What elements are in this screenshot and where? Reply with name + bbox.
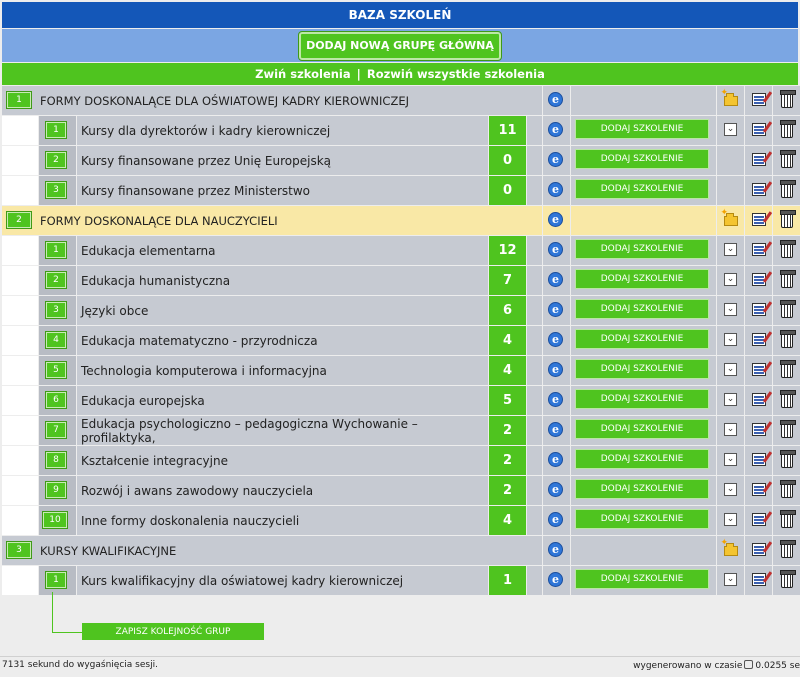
trash-button[interactable] xyxy=(778,481,795,498)
edit-button[interactable] xyxy=(750,571,767,588)
edit-icon xyxy=(752,543,766,556)
edit-icon xyxy=(752,483,766,496)
subgroup-name: Edukacja matematyczno - przyrodnicza xyxy=(81,333,318,348)
row-indent xyxy=(2,266,38,295)
row-cell xyxy=(77,566,488,595)
subgroup-number-badge[interactable]: 2 xyxy=(46,152,66,168)
add-training-button[interactable]: DODAJ SZKOLENIE xyxy=(575,239,709,259)
ie-icon: e xyxy=(548,332,563,347)
row-cell xyxy=(77,266,488,295)
row-cell xyxy=(77,116,488,145)
edit-icon xyxy=(752,93,766,106)
edit-button[interactable] xyxy=(750,181,767,198)
row-cell xyxy=(527,116,542,145)
edit-button[interactable] xyxy=(750,151,767,168)
row-indent xyxy=(2,476,38,505)
training-count: 0 xyxy=(489,146,526,175)
chev-button[interactable] xyxy=(722,121,739,138)
trash-button[interactable] xyxy=(778,271,795,288)
training-count: 7 xyxy=(489,266,526,295)
ie-icon: e xyxy=(548,122,563,137)
edit-button[interactable] xyxy=(750,211,767,228)
edit-button[interactable] xyxy=(750,451,767,468)
chev-button[interactable] xyxy=(722,331,739,348)
subgroup-number-badge[interactable]: 9 xyxy=(46,482,66,498)
row-cell xyxy=(527,356,542,385)
ie-button[interactable] xyxy=(547,571,564,588)
main-button-bar xyxy=(2,29,798,62)
ie-icon: e xyxy=(548,242,563,257)
row-cell xyxy=(77,176,488,205)
save-group-order-button[interactable]: ZAPISZ KOLEJNOŚĆ GRUP xyxy=(82,623,264,640)
chev-button[interactable] xyxy=(722,481,739,498)
ie-button[interactable] xyxy=(547,211,564,228)
subgroup-name: Edukacja elementarna xyxy=(81,243,216,258)
training-count: 2 xyxy=(489,446,526,475)
row-cell xyxy=(77,506,488,535)
subgroup-number-badge[interactable]: 1 xyxy=(46,122,66,138)
ie-button[interactable] xyxy=(547,511,564,528)
ie-icon: e xyxy=(548,182,563,197)
row-cell xyxy=(77,356,488,385)
ie-button[interactable] xyxy=(547,301,564,318)
edit-button[interactable] xyxy=(750,331,767,348)
ie-icon: e xyxy=(548,572,563,587)
subgroup-row xyxy=(2,326,800,356)
trash-icon xyxy=(781,483,793,498)
row-cell xyxy=(527,416,542,445)
page-title xyxy=(2,2,798,28)
trash-button[interactable] xyxy=(778,421,795,438)
chevron-down-icon: ⌄ xyxy=(724,423,737,436)
trash-icon xyxy=(781,243,793,258)
groups-table xyxy=(2,86,800,596)
trash-button[interactable] xyxy=(778,241,795,258)
page-title-text: BAZA SZKOLEŃ xyxy=(348,8,452,22)
training-count: 1 xyxy=(489,566,526,595)
training-count: 5 xyxy=(489,386,526,415)
chev-button[interactable] xyxy=(722,571,739,588)
subgroup-name: Inne formy doskonalenia nauczycieli xyxy=(81,513,300,528)
trash-icon xyxy=(781,273,793,288)
chev-button[interactable] xyxy=(722,271,739,288)
row-cell xyxy=(571,206,716,235)
chev-button[interactable] xyxy=(722,361,739,378)
row-cell xyxy=(77,446,488,475)
row-cell xyxy=(77,386,488,415)
chev-button[interactable] xyxy=(722,421,739,438)
ie-button[interactable] xyxy=(547,361,564,378)
add-training-button[interactable]: DODAJ SZKOLENIE xyxy=(575,479,709,499)
group-number-badge[interactable]: 2 xyxy=(7,212,31,228)
new-folder-icon xyxy=(724,96,738,106)
trash-icon xyxy=(781,123,793,138)
footer xyxy=(0,656,800,677)
row-cell xyxy=(77,236,488,265)
folder-button[interactable] xyxy=(722,211,739,228)
edit-icon xyxy=(752,153,766,166)
trash-icon xyxy=(781,423,793,438)
row-indent xyxy=(2,446,38,475)
chev-button[interactable] xyxy=(722,511,739,528)
training-count: 2 xyxy=(489,416,526,445)
add-training-button[interactable]: DODAJ SZKOLENIE xyxy=(575,359,709,379)
subgroup-row xyxy=(2,176,800,206)
row-cell xyxy=(717,146,744,175)
row-cell xyxy=(527,326,542,355)
subgroup-name: Rozwój i awans zawodowy nauczyciela xyxy=(81,483,314,498)
subgroup-name: Technologia komputerowa i informacyjna xyxy=(81,363,327,378)
training-count: 11 xyxy=(489,116,526,145)
subgroup-row xyxy=(2,416,800,446)
add-main-group-button[interactable]: DODAJ NOWĄ GRUPĘ GŁÓWNĄ xyxy=(299,32,501,60)
ie-button[interactable] xyxy=(547,271,564,288)
trash-button[interactable] xyxy=(778,91,795,108)
subgroup-row xyxy=(2,236,800,266)
trash-icon xyxy=(781,573,793,588)
ie-icon: e xyxy=(548,152,563,167)
ie-button[interactable] xyxy=(547,181,564,198)
row-indent xyxy=(2,296,38,325)
add-training-button[interactable]: DODAJ SZKOLENIE xyxy=(575,569,709,589)
edit-icon xyxy=(752,363,766,376)
ie-icon: e xyxy=(548,452,563,467)
generated-time: 0.0255 se xyxy=(755,661,800,671)
folder-button[interactable] xyxy=(722,541,739,558)
subgroup-name: Kurs kwalifikacyjny dla oświatowej kadry kierowniczej xyxy=(81,573,404,588)
generation-info xyxy=(633,660,800,671)
group-number-badge[interactable]: 1 xyxy=(7,92,31,108)
edit-button[interactable] xyxy=(750,361,767,378)
tree-line xyxy=(52,632,82,633)
trash-button[interactable] xyxy=(778,391,795,408)
row-cell xyxy=(2,536,542,565)
edit-button[interactable] xyxy=(750,271,767,288)
ie-icon: e xyxy=(548,212,563,227)
training-count: 4 xyxy=(489,506,526,535)
new-folder-icon xyxy=(724,216,738,226)
ie-icon: e xyxy=(548,92,563,107)
subgroup-name: Kursy finansowane przez Ministerstwo xyxy=(81,183,311,198)
training-count: 0 xyxy=(489,176,526,205)
row-cell xyxy=(77,146,488,175)
ie-button[interactable] xyxy=(547,91,564,108)
row-indent xyxy=(2,566,38,595)
subgroup-number-badge[interactable]: 3 xyxy=(46,302,66,318)
row-cell xyxy=(527,176,542,205)
chevron-down-icon: ⌄ xyxy=(724,393,737,406)
expand-all-trainings-link[interactable]: Rozwiń wszystkie szkolenia xyxy=(366,67,545,81)
subgroup-row xyxy=(2,566,800,596)
subgroup-number-badge[interactable]: 8 xyxy=(46,452,66,468)
ie-button[interactable] xyxy=(547,151,564,168)
trash-button[interactable] xyxy=(778,571,795,588)
edit-button[interactable] xyxy=(750,241,767,258)
chev-button[interactable] xyxy=(722,301,739,318)
trash-icon xyxy=(781,453,793,468)
chevron-down-icon: ⌄ xyxy=(724,273,737,286)
training-count: 12 xyxy=(489,236,526,265)
row-cell xyxy=(527,146,542,175)
row-cell xyxy=(77,416,488,445)
chevron-down-icon: ⌄ xyxy=(724,453,737,466)
subgroup-number-badge[interactable]: 6 xyxy=(46,392,66,408)
row-cell xyxy=(527,506,542,535)
subgroup-name: Edukacja europejska xyxy=(81,393,205,408)
edit-button[interactable] xyxy=(750,121,767,138)
subgroup-row xyxy=(2,296,800,326)
subgroup-number-badge[interactable]: 2 xyxy=(46,272,66,288)
subgroup-row xyxy=(2,356,800,386)
edit-icon xyxy=(752,303,766,316)
training-count: 2 xyxy=(489,476,526,505)
row-indent xyxy=(2,326,38,355)
training-count: 4 xyxy=(489,326,526,355)
row-cell xyxy=(527,446,542,475)
edit-button[interactable] xyxy=(750,481,767,498)
edit-icon xyxy=(752,183,766,196)
tree-line xyxy=(52,592,53,633)
edit-button[interactable] xyxy=(750,511,767,528)
ie-button[interactable] xyxy=(547,451,564,468)
toggle-separator: | xyxy=(356,67,361,81)
group-number-badge[interactable]: 3 xyxy=(7,542,31,558)
trash-button[interactable] xyxy=(778,331,795,348)
ie-icon: e xyxy=(548,512,563,527)
row-cell xyxy=(77,326,488,355)
row-cell xyxy=(527,476,542,505)
subgroup-number-badge[interactable]: 10 xyxy=(43,512,67,528)
edit-icon xyxy=(752,123,766,136)
trash-button[interactable] xyxy=(778,361,795,378)
group-name: FORMY DOSKONALĄCE DLA NAUCZYCIELI xyxy=(40,213,278,228)
ie-icon: e xyxy=(548,542,563,557)
edit-icon xyxy=(752,393,766,406)
row-cell xyxy=(717,176,744,205)
trash-button[interactable] xyxy=(778,211,795,228)
ie-icon: e xyxy=(548,422,563,437)
ie-button[interactable] xyxy=(547,421,564,438)
subgroup-number-badge[interactable]: 7 xyxy=(46,422,66,438)
row-indent xyxy=(2,176,38,205)
collapse-trainings-link[interactable]: Zwiń szkolenia xyxy=(255,67,351,81)
chevron-down-icon: ⌄ xyxy=(724,123,737,136)
trash-icon xyxy=(781,153,793,168)
trash-icon xyxy=(781,303,793,318)
row-cell xyxy=(571,86,716,115)
subgroup-number-badge[interactable]: 4 xyxy=(46,332,66,348)
edit-icon xyxy=(752,573,766,586)
trash-button[interactable] xyxy=(778,541,795,558)
group-row xyxy=(2,536,800,566)
subgroup-number-badge[interactable]: 3 xyxy=(46,182,66,198)
subgroup-number-badge[interactable]: 1 xyxy=(46,242,66,258)
trash-button[interactable] xyxy=(778,121,795,138)
clock-icon xyxy=(744,660,753,669)
row-cell xyxy=(77,476,488,505)
add-training-button[interactable]: DODAJ SZKOLENIE xyxy=(575,299,709,319)
ie-button[interactable] xyxy=(547,331,564,348)
subgroup-number-badge[interactable]: 1 xyxy=(46,572,66,588)
trash-icon xyxy=(781,363,793,378)
trash-button[interactable] xyxy=(778,181,795,198)
chevron-down-icon: ⌄ xyxy=(724,333,737,346)
subgroup-name: Edukacja humanistyczna xyxy=(81,273,231,288)
edit-icon xyxy=(752,273,766,286)
group-name: KURSY KWALIFIKACYJNE xyxy=(40,543,177,558)
subgroup-name: Kształcenie integracyjne xyxy=(81,453,228,468)
subgroup-row xyxy=(2,506,800,536)
row-indent xyxy=(2,236,38,265)
edit-button[interactable] xyxy=(750,91,767,108)
row-indent xyxy=(2,116,38,145)
trash-icon xyxy=(781,333,793,348)
training-count: 6 xyxy=(489,296,526,325)
trash-icon xyxy=(781,93,793,108)
subgroup-name: Edukacja psychologiczno – pedagogiczna Wychowanie – profilaktyka, xyxy=(81,416,418,445)
ie-icon: e xyxy=(548,482,563,497)
subgroup-name: Kursy finansowane przez Unię Europejską xyxy=(81,153,332,168)
add-training-button[interactable]: DODAJ SZKOLENIE xyxy=(575,179,709,199)
trash-icon xyxy=(781,543,793,558)
ie-button[interactable] xyxy=(547,391,564,408)
ie-button[interactable] xyxy=(547,121,564,138)
row-indent xyxy=(2,416,38,445)
ie-button[interactable] xyxy=(547,481,564,498)
subgroup-name: Kursy dla dyrektorów i kadry kierowniczej xyxy=(81,123,331,138)
row-cell xyxy=(571,536,716,565)
chev-button[interactable] xyxy=(722,241,739,258)
toggle-bar xyxy=(2,63,798,85)
trash-button[interactable] xyxy=(778,451,795,468)
add-training-button[interactable]: DODAJ SZKOLENIE xyxy=(575,449,709,469)
session-timer: 7131 sekund do wygaśnięcia sesji. xyxy=(2,660,158,670)
ie-icon: e xyxy=(548,302,563,317)
edit-icon xyxy=(752,213,766,226)
add-training-button[interactable]: DODAJ SZKOLENIE xyxy=(575,329,709,349)
edit-button[interactable] xyxy=(750,541,767,558)
subgroup-row xyxy=(2,116,800,146)
edit-icon xyxy=(752,333,766,346)
trash-button[interactable] xyxy=(778,511,795,528)
edit-button[interactable] xyxy=(750,421,767,438)
group-row xyxy=(2,206,800,236)
chevron-down-icon: ⌄ xyxy=(724,243,737,256)
edit-button[interactable] xyxy=(750,391,767,408)
row-cell xyxy=(527,266,542,295)
row-indent xyxy=(2,506,38,535)
add-training-button[interactable]: DODAJ SZKOLENIE xyxy=(575,509,709,529)
edit-icon xyxy=(752,513,766,526)
row-indent xyxy=(2,146,38,175)
subgroup-row xyxy=(2,386,800,416)
folder-button[interactable] xyxy=(722,91,739,108)
add-training-button[interactable]: DODAJ SZKOLENIE xyxy=(575,389,709,409)
subgroup-number-badge[interactable]: 5 xyxy=(46,362,66,378)
subgroup-row xyxy=(2,476,800,506)
chevron-down-icon: ⌄ xyxy=(724,363,737,376)
trash-icon xyxy=(781,513,793,528)
subgroup-name: Języki obce xyxy=(81,303,149,318)
trash-icon xyxy=(781,183,793,198)
trash-button[interactable] xyxy=(778,151,795,168)
subgroup-row xyxy=(2,146,800,176)
row-indent xyxy=(2,356,38,385)
edit-icon xyxy=(752,423,766,436)
chev-button[interactable] xyxy=(722,451,739,468)
trash-icon xyxy=(781,393,793,408)
ie-icon: e xyxy=(548,272,563,287)
row-cell xyxy=(2,86,542,115)
ie-icon: e xyxy=(548,392,563,407)
new-folder-icon xyxy=(724,546,738,556)
ie-button[interactable] xyxy=(547,241,564,258)
ie-button[interactable] xyxy=(547,541,564,558)
chev-button[interactable] xyxy=(722,391,739,408)
chevron-down-icon: ⌄ xyxy=(724,303,737,316)
chevron-down-icon: ⌄ xyxy=(724,573,737,586)
add-training-button[interactable]: DODAJ SZKOLENIE xyxy=(575,149,709,169)
row-indent xyxy=(2,386,38,415)
add-training-button[interactable]: DODAJ SZKOLENIE xyxy=(575,419,709,439)
chevron-down-icon: ⌄ xyxy=(724,483,737,496)
trash-icon xyxy=(781,213,793,228)
group-row xyxy=(2,86,800,116)
subgroup-row xyxy=(2,446,800,476)
row-cell xyxy=(527,236,542,265)
row-cell xyxy=(527,386,542,415)
row-cell xyxy=(2,206,542,235)
generated-label: wygenerowano w czasie xyxy=(633,661,743,671)
add-training-button[interactable]: DODAJ SZKOLENIE xyxy=(575,269,709,289)
row-cell xyxy=(527,566,542,595)
edit-icon xyxy=(752,243,766,256)
subgroup-row xyxy=(2,266,800,296)
chevron-down-icon: ⌄ xyxy=(724,513,737,526)
group-name: FORMY DOSKONALĄCE DLA OŚWIATOWEJ KADRY KIEROWNICZEJ xyxy=(40,93,409,108)
ie-icon: e xyxy=(548,362,563,377)
trash-button[interactable] xyxy=(778,301,795,318)
edit-button[interactable] xyxy=(750,301,767,318)
add-training-button[interactable]: DODAJ SZKOLENIE xyxy=(575,119,709,139)
row-cell xyxy=(527,296,542,325)
edit-icon xyxy=(752,453,766,466)
training-count: 4 xyxy=(489,356,526,385)
row-cell xyxy=(77,296,488,325)
